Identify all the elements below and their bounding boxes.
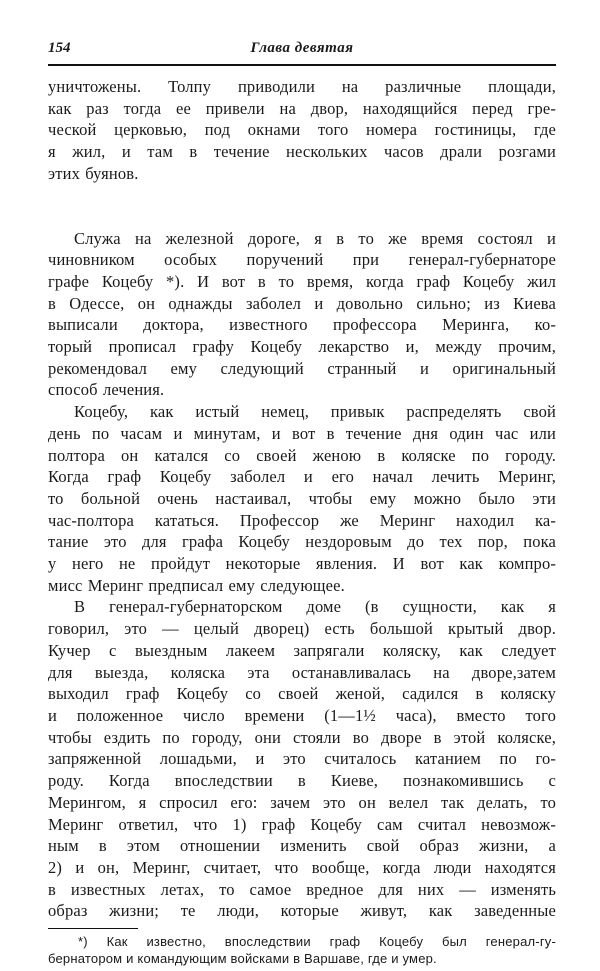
text-line: и положенное число времени (1—1½ часа), вместо того — [48, 705, 556, 725]
running-head — [48, 38, 556, 62]
body-text — [48, 76, 556, 922]
paragraph — [48, 228, 556, 402]
book-page — [48, 38, 556, 967]
text-line: выписали доктора, известного профессора Меринга, ко- — [48, 315, 556, 335]
text-line: полтора он катался со своей женою в коляске по городу. — [48, 445, 556, 465]
text-line: Коцебу, как истый немец, привык распределять свой — [74, 402, 556, 422]
text-line: я жил, и там в течение нескольких часов драли розгами — [48, 142, 556, 162]
footnote-line: бернатором и командующим войсками в Варшаве, где и умер. — [48, 951, 437, 967]
text-line: день по часам и минутам, и вот в течение дня один час или — [48, 423, 556, 443]
text-line: чиновником особых поручений при генерал-губернаторе — [48, 250, 556, 270]
text-line: мисс Меринг предписал ему следующее. — [48, 575, 345, 595]
text-line: говорил, это — целый дворец) есть большой крытый двор. — [48, 619, 556, 639]
text-line: Когда граф Коцебу заболел и его начал лечить Меринг, — [48, 467, 556, 487]
text-line: Служа на железной дороге, я в то же время состоял и — [74, 228, 556, 248]
footnote — [48, 933, 556, 967]
text-line: как раз тогда ее привели на двор, находящийся перед гре- — [48, 98, 556, 118]
text-line: 2) и он, Меринг, считает, что вообще, когда люди находятся — [48, 857, 556, 877]
paragraph — [48, 596, 556, 922]
footnote-rule — [48, 928, 138, 929]
text-line: образ жизни; те люди, которые живут, как заведенные — [48, 901, 556, 921]
text-line: способ лечения. — [48, 380, 165, 400]
text-line: в известных летах, то самое вредное для них — изменять — [48, 879, 556, 899]
text-line: рекомендовал ему следующий странный и оригинальный — [48, 358, 556, 378]
page-number: 154 — [48, 40, 71, 56]
text-line: Кучер с выездным лакеем запрягали коляску, как следует — [48, 640, 556, 660]
text-line: торый прописал графу Коцебу лекарство и, между прочим, — [48, 337, 556, 357]
text-line: В генерал-губернаторском доме (в сущности, как я — [74, 597, 556, 617]
paragraph-continuation — [48, 76, 556, 185]
text-line: запряженной лошадьми, и это считалось катанием по го- — [48, 749, 556, 769]
text-line: ным в этом отношении изменить свой образ жизни, а — [48, 836, 556, 856]
chapter-title: Глава девятая — [250, 40, 354, 56]
section-break — [48, 185, 556, 228]
text-line: час-полтора кататься. Профессор же Меринг находил ка- — [48, 510, 556, 530]
text-line: ческой церковью, под окнами того номера гостиницы, где — [48, 120, 556, 140]
text-line: Меринг ответил, что 1) граф Коцебу сам считал невозмож- — [48, 814, 556, 834]
footnote-line: *) Как известно, впоследствии граф Коцебу был генерал-гу- — [78, 934, 556, 950]
text-line: тание это для графа Коцебу нездоровым до тех пор, пока — [48, 532, 556, 552]
text-line: графе Коцебу *). И вот в то время, когда граф Коцебу жил — [48, 271, 556, 291]
header-rule — [48, 64, 556, 66]
text-line: этих буянов. — [48, 163, 139, 183]
text-line: уничтожены. Толпу приводили на различные площади, — [48, 77, 556, 96]
text-line: Мерингом, я спросил его: зачем это он велел так делать, то — [48, 792, 556, 812]
paragraph — [48, 401, 556, 596]
text-line: в Одессе, он однажды заболел и довольно сильно; из Киева — [48, 293, 556, 313]
text-line: то больной очень настаивал, чтобы ему можно было эти — [48, 488, 556, 508]
text-line: для выезда, коляска эта останавливалась на дворе,затем — [48, 662, 556, 682]
text-line: выходил граф Коцебу со своей женой, садился в коляску — [48, 684, 556, 704]
text-line: роду. Когда впоследствии в Киеве, познакомившись с — [48, 771, 556, 791]
text-line: чтобы ездить по городу, они стояли во дворе в этой коляске, — [48, 727, 556, 747]
text-line: у него не пройдут некоторые явления. И вот как компро- — [48, 554, 556, 574]
